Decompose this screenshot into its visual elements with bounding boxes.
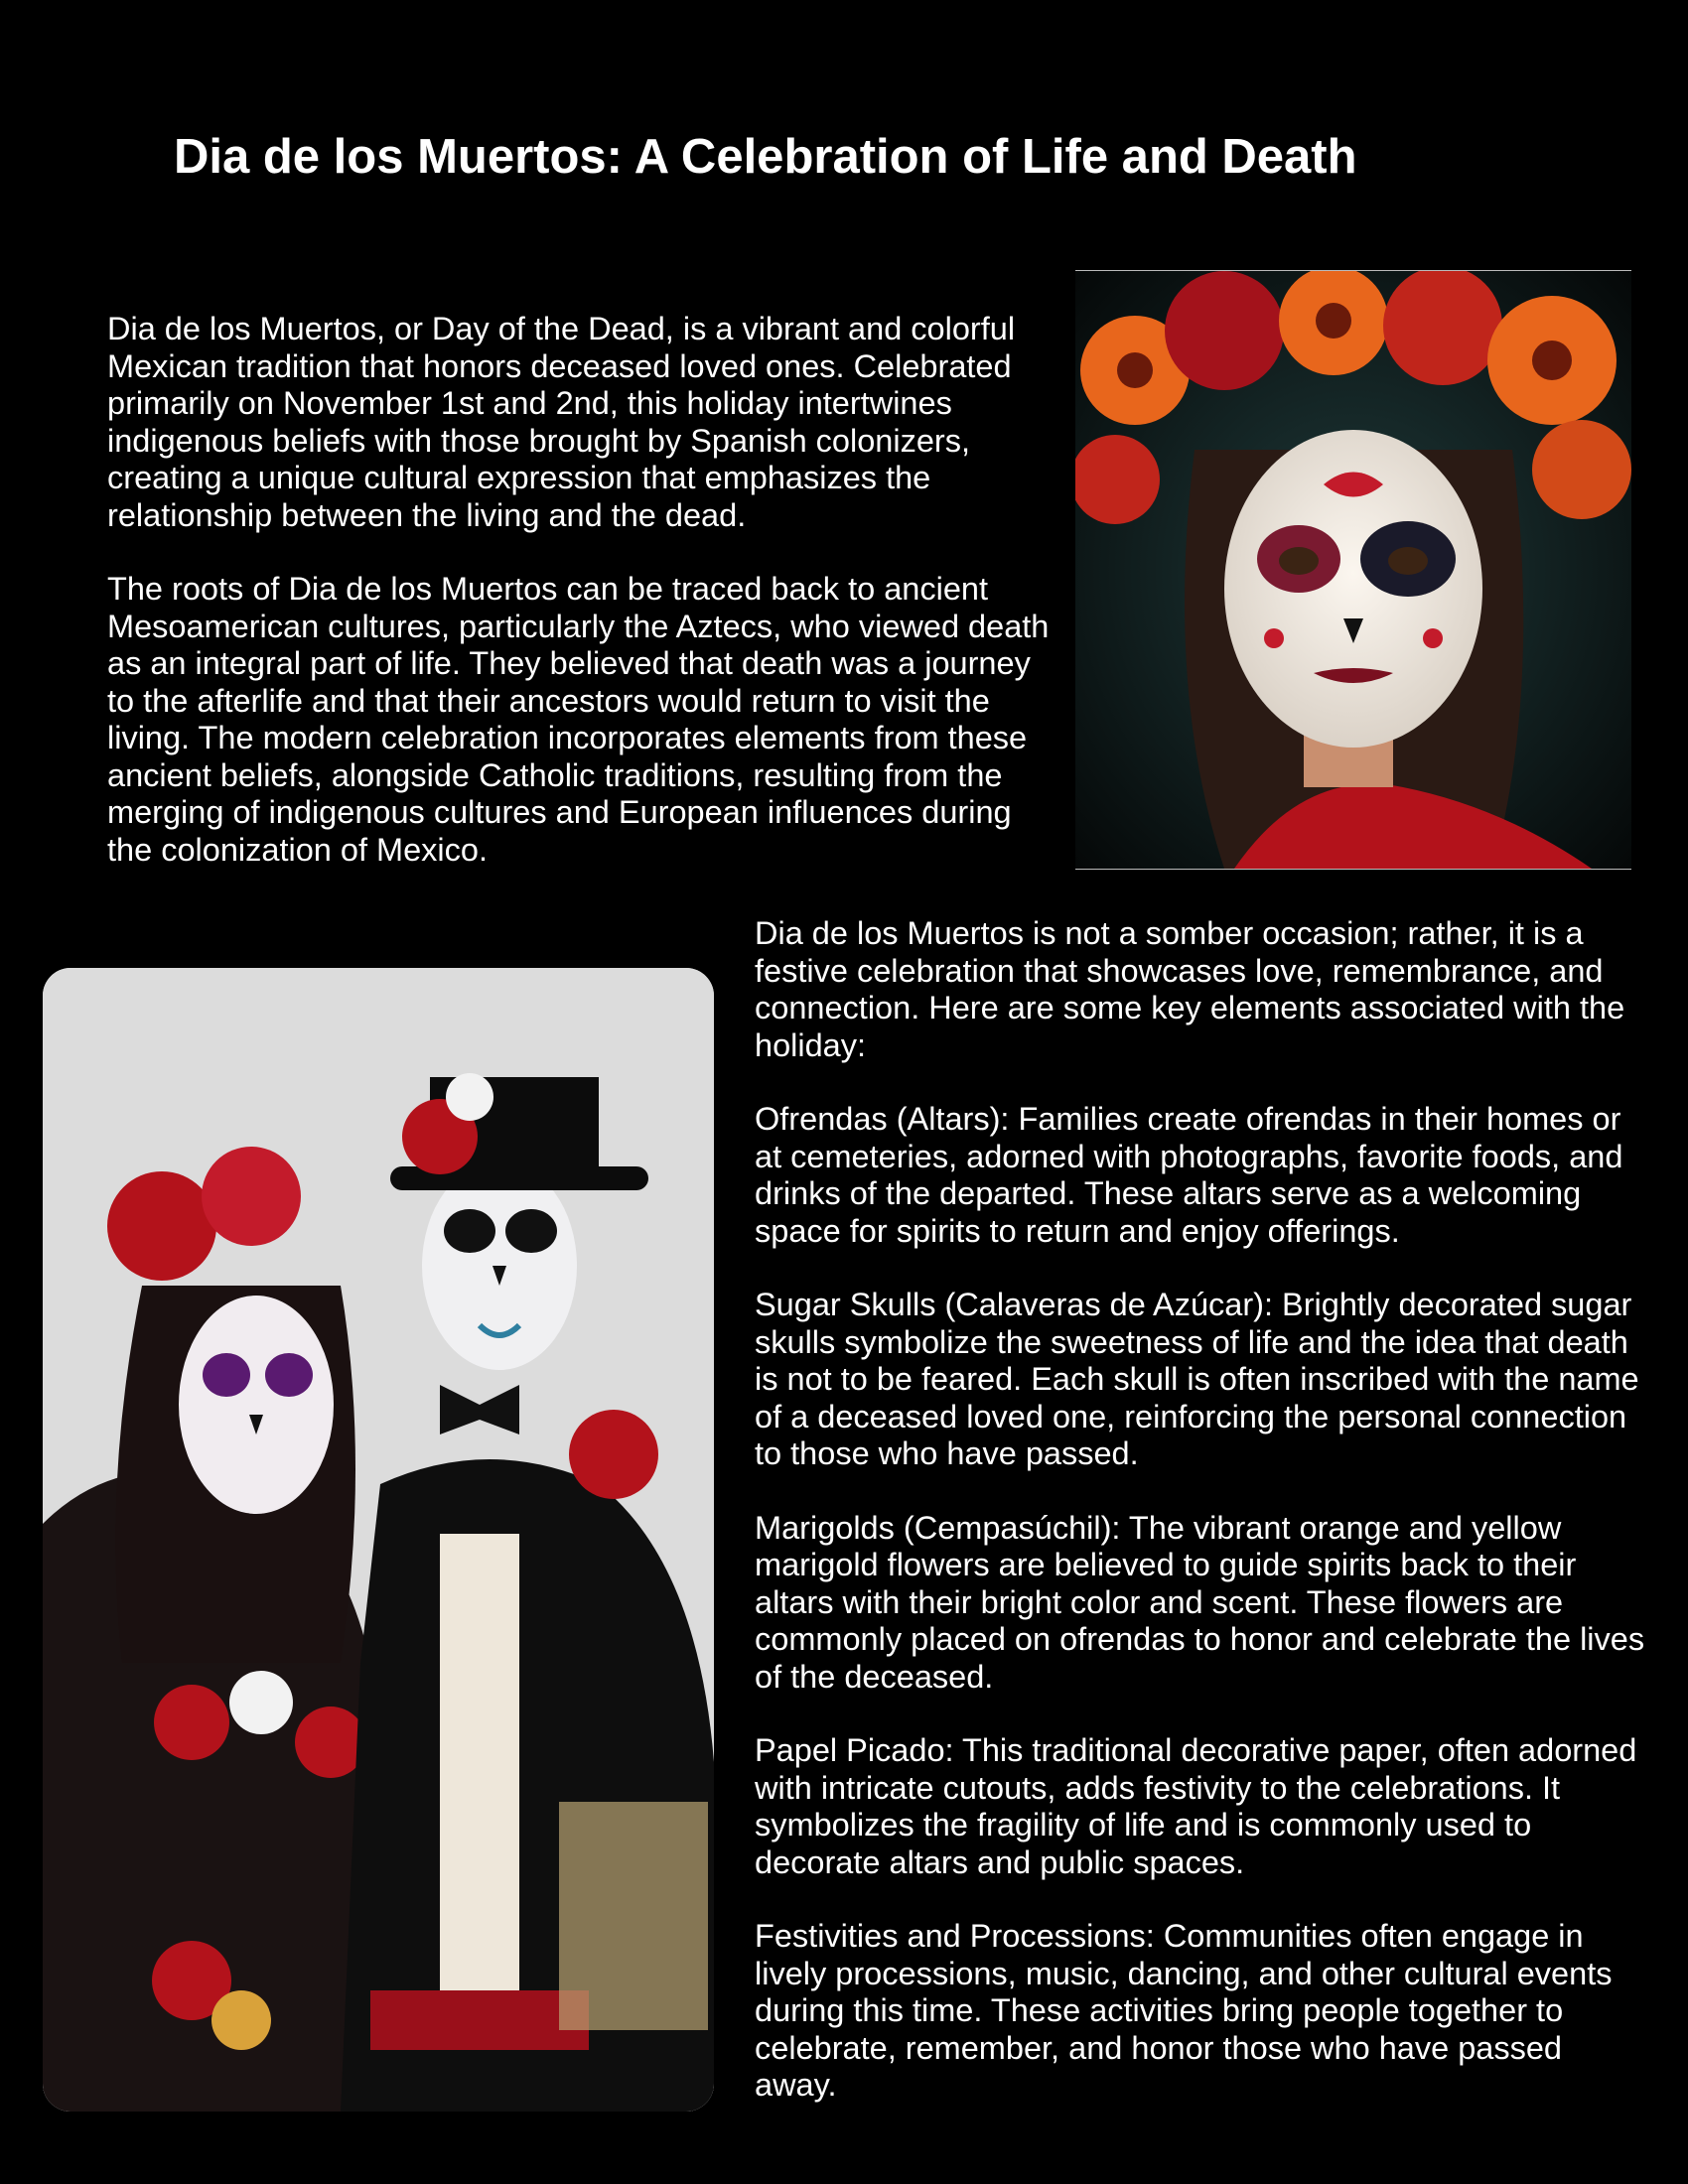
intro-paragraph: Dia de los Muertos, or Day of the Dead, is a vibrant and colorful Mexican tradition that honors deceased loved ones. Celebrated primarily on November 1st and 2nd, this holiday intertwines indigenous beliefs with those brought by Spanish colonizers, creating a unique cultural expression that emphasizes the relationship between the living and the dead. [107,311,1016,533]
marigolds-paragraph: Marigolds (Cempasúchil): The vibrant orange and yellow marigold flowers are believed to guide spirits back to their altars with their bright color and scent. These flowers are commonly placed on ofrendas to honor and celebrate the lives of the deceased. [755,1509,1645,1695]
details-intro-paragraph: Dia de los Muertos is not a somber occasion; rather, it is a festive celebration that showcases love, remembrance, and connection. Here are some key elements associated with the holiday: [755,915,1625,1063]
festivities-paragraph: Festivities and Processions: Communities often engage in lively processions, music, dancing, and other cultural events during this time. These activities bring people together to celebrate, remember, and honor those who have passed away. [755,1918,1613,2103]
papel-picado-paragraph: Papel Picado: This traditional decorative paper, often adorned with intricate cutouts, adds festivity to the celebrations. It symbolizes the fragility of life and is commonly used to decorate altars and public spaces. [755,1732,1637,1880]
intro-section [107,311,1051,905]
ofrendas-paragraph: Ofrendas (Altars): Families create ofrendas in their homes or at cemeteries, adorned with photographs, favorite foods, and drinks of the departed. These altars serve as a welcoming space for spirits to return and enjoy offerings. [755,1101,1623,1249]
intro-paragraph: The roots of Dia de los Muertos can be traced back to ancient Mesoamerican cultures, particularly the Aztecs, who viewed death as an integral part of life. They believed that death was a journey to the afterlife and that their ancestors would return to visit the living. The modern celebration incorporates elements from these ancient beliefs, alongside Catholic traditions, resulting from the merging of indigenous cultures and European influences during the colonization of Mexico. [107,571,1050,868]
sugar-skulls-paragraph: Sugar Skulls (Calaveras de Azúcar): Brightly decorated sugar skulls symbolize the sweetness of life and the idea that death is not to be feared. Each skull is often inscribed with the name of a deceased loved one, reinforcing the personal connection to those who have passed. [755,1287,1639,1471]
catrina-portrait-image [1075,270,1631,870]
page-title: Dia de los Muertos: A Celebration of Life and Death [174,130,1357,184]
couple-costume-photo [43,968,714,2112]
details-section [755,915,1648,2141]
